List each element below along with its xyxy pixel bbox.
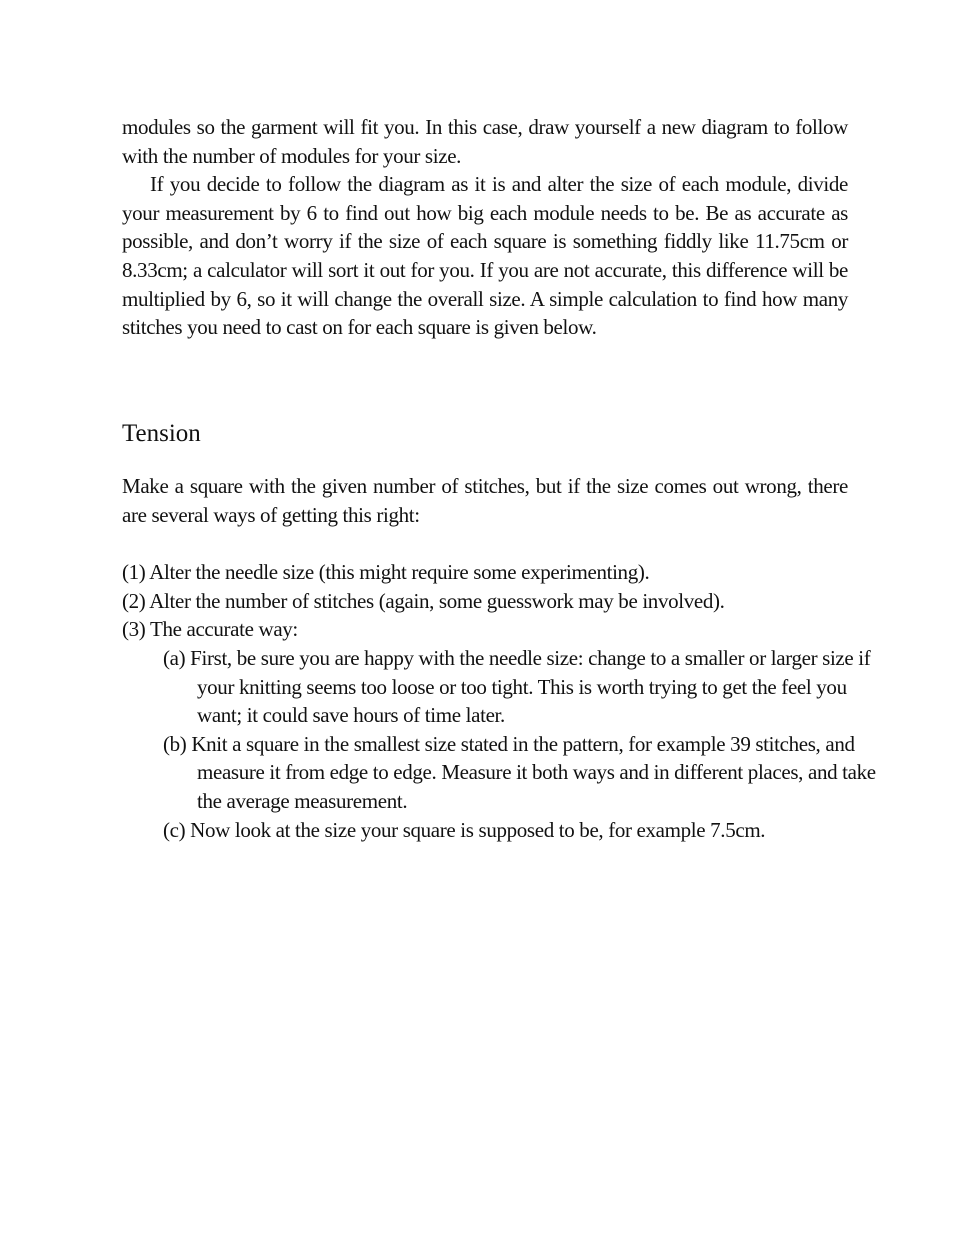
list-item-1 [122,558,848,587]
list-text: Alter the needle size (this might require some experimenting). [149,560,650,585]
sublist-item-a [163,644,882,730]
sublist-marker: (b) [163,731,187,756]
list-item-3 [122,615,848,644]
sublist-item-c [163,816,837,845]
numbered-list [122,558,876,844]
sublist-marker: (a) [163,645,186,670]
lettered-sublist [163,644,876,844]
list-marker: (3) [122,617,146,642]
sublist-text: Knit a square in the smallest size stated in the pattern, for example 39 stitches, and measure it from edge to edge. Measure it both ways and in different places, and take the average measurement. [191,731,876,813]
tension-intro-paragraph: Make a square with the given number of stitches, but if the size comes out wrong, there are several ways of getting this right: [122,474,848,527]
sublist-marker: (c) [163,817,186,842]
intro-paragraph-2: If you decide to follow the diagram as it is and alter the size of each module, divide your measurement by 6 to find out how big each module needs to be. Be as accurate as possible, and don’t worry if the size of each square is something fiddly like 11.75cm or 8.33cm; a calculator will sort it out for you. If you are not accurate, this difference will be multiplied by 6, so it will change the overall size. A simple calculation to find how many stitches you need to cast on for each square is given below. [122,172,848,340]
sublist-text: First, be sure you are happy with the needle size: change to a smaller or larger size if your knitting seems too loose or too tight. This is worth trying to get the feel you want; it could save hours of time later. [190,645,871,728]
section-heading-tension: Tension [122,420,201,447]
list-text: Alter the number of stitches (again, some guesswork may be involved). [149,588,725,613]
sublist-text: Now look at the size your square is supposed to be, for example 7.5cm. [190,817,766,842]
sublist-item-b [163,730,882,816]
list-marker: (2) [122,588,146,613]
intro-section [122,113,848,342]
list-text: The accurate way: [149,617,298,642]
list-item-2 [122,587,848,616]
tension-section [122,472,876,844]
intro-paragraph-1: modules so the garment will fit you. In this case, draw yourself a new diagram to follow with the number of modules for your size. [122,115,848,168]
list-marker: (1) [122,560,146,585]
